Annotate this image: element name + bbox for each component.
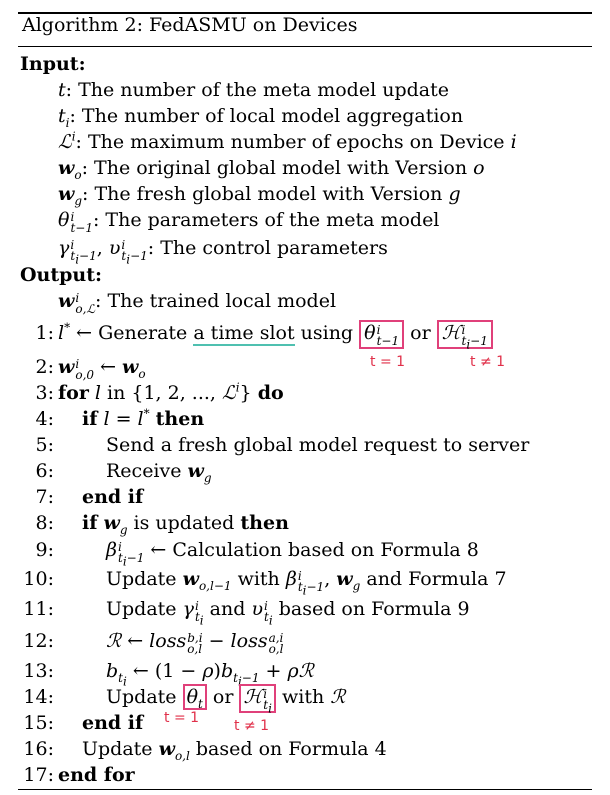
algo-line-17: 17: end for [23,764,135,786]
input-label: Input: [20,53,86,75]
algo-line-12: 12: ℛ ← loss b,i o,l − loss a,i o,l [23,630,284,656]
algo-line-4: 4: if l = l* then [35,406,205,430]
annotation-t-equals-1: t = 1 [370,354,406,370]
bottom-rule [18,789,592,790]
output-label: Output: [20,264,103,286]
output-w: w i o,ℒ : The trained local model [58,290,337,316]
algo-line-9: 9: β i $t_i-1$ ← Calculation based on Formula 8 [35,539,479,569]
algo-line-13: 13: $b_{t_i}$ ← $(1 - \rho)b_{t_i-1}$ + ρℛ [23,660,314,689]
input-theta: θ i t−1 : The parameters of the meta model [58,209,440,235]
algo-line-5: 5: Send a fresh global model request to server [35,434,530,456]
H-ti-box: ℋ i $t_i$ [239,684,275,713]
algo-line-2: 2: w i o,0 ← $w_o$ [35,356,146,382]
input-t: t: The number of the meta model update [58,79,449,101]
annotation-t-not-1: t ≠ 1 [470,354,506,370]
algo-line-15: 15: end if [23,712,144,734]
input-wo: $w_o$: The original global model with Version o [58,157,485,182]
time-slot-link: a time slot [193,322,295,344]
annotation-t-not-1-b: t ≠ 1 [234,718,270,734]
algo-line-11: 11: Update γ i $t_i$ and υ i $t_i$ based on Formula 9 [23,598,470,628]
algo-line-6: 6: Receive $w_g$ [35,460,212,485]
input-wg: $w_g$: The fresh global model with Version g [58,183,461,208]
algo-line-3: 3: for l in {1, 2, ..., ℒ$^i$} do [35,380,284,404]
algorithm-caption: Algorithm 2: FedASMU on Devices [22,14,358,36]
annotation-t-equals-1-b: t = 1 [164,710,200,726]
input-gamma: γ i $t_i-1$ , υ i $t_i-1$ : The control parameters [58,237,388,267]
H-box: ℋ i $t_i-1$ [437,320,493,349]
theta-box: θ i t−1 [359,320,404,349]
input-Li: ℒ$^i$: The maximum number of epochs on Device i [58,129,517,153]
caption-rule [18,46,592,47]
algo-line-14: 14: Update $\theta_t$ or ℋ i $t_i$ with ℛ [23,686,346,716]
algo-line-1: 1: l* ← Generate a time slot using θ i t−1 or ℋ i $t_i-1$ [20,320,590,346]
algo-line-8: 8: if $w_g$ is updated then [35,512,289,537]
input-ti: $t_i$: The number of local model aggregation [58,105,464,130]
algo-line-10: 10: Update $w_{o,l-1}$ with β i $t_i-1$ , $w_g$ and Formula 7 [23,568,507,598]
algo-line-16: 16: Update $w_{o,l}$ based on Formula 4 [23,738,387,763]
algo-line-7: 7: end if [35,486,144,508]
theta-t-box: $\theta_t$ [183,684,207,710]
